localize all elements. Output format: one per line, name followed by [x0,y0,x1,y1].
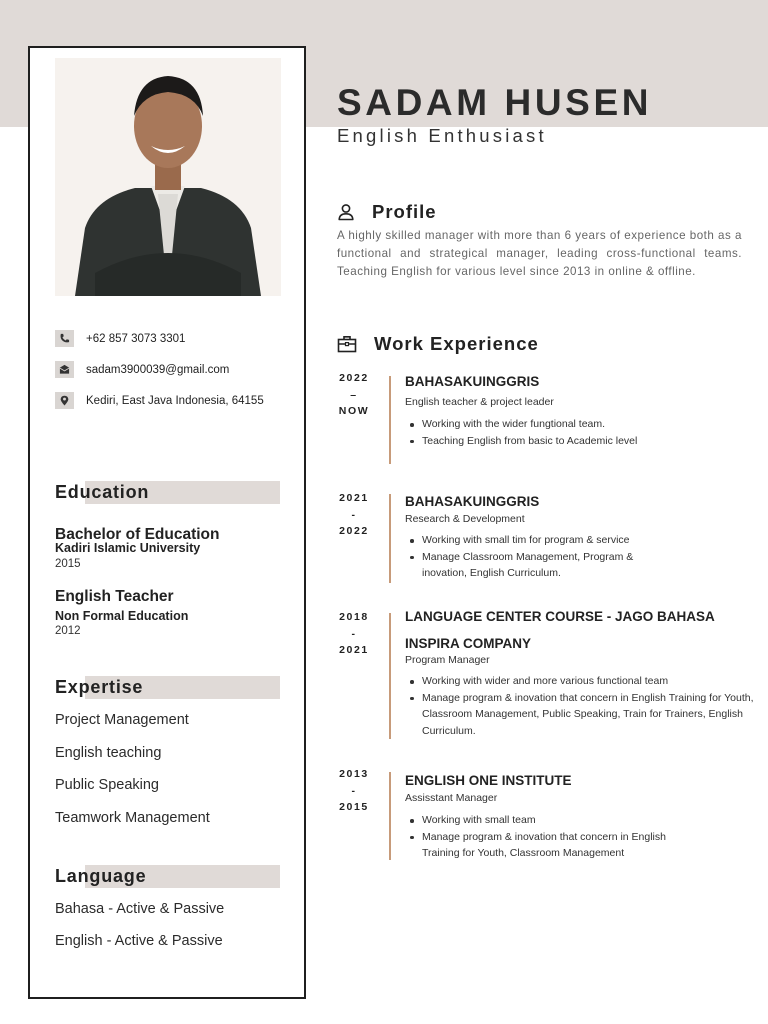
contact-address [55,392,295,409]
expertise-item: Public Speaking [55,777,159,793]
profile-summary: A highly skilled manager with more than 6 years of experience both as a functional and strategical manager, leading cross-functional teams. Teaching English for various level since 2013 in online & offline. [337,229,742,278]
expertise-item: Project Management [55,712,189,728]
address-text: Kediri, East Java Indonesia, 64155 [86,394,264,407]
job-duty: Working with small tim for program & service [405,532,665,549]
person-icon [337,203,355,221]
job-company: LANGUAGE CENTER COURSE - JAGO BAHASA INSPIRA COMPANY [405,609,715,651]
phone-text: +62 857 3073 3301 [86,332,186,345]
job-duties [405,416,760,449]
job-duties [405,673,760,739]
job-duty: Working with small team [405,812,705,829]
job-duty: Working with the wider fungtional team. [405,416,760,433]
job-company: ENGLISH ONE INSTITUTE [405,773,572,788]
education-degree-1: Bachelor of Education [55,526,220,543]
job-role: Assisstant Manager [405,792,498,804]
education-school-1: Kadiri Islamic University [55,541,201,555]
briefcase-icon [337,335,357,353]
candidate-role: English Enthusiast [337,125,547,146]
email-icon [55,361,74,378]
candidate-name: SADAM HUSEN [337,82,653,123]
job-duty: Teaching English from basic to Academic level [405,433,760,450]
expertise-heading: Expertise [55,676,280,699]
job-duty: Manage program & inovation that concern in English Training for Youth, Classroom Management, Public Speaking, Train for Trainers, English Curriculum. [405,690,760,740]
profile-photo [55,58,281,296]
job-years: 2013 - 2015 [339,768,369,813]
contact-email [55,361,295,378]
education-heading: Education [55,481,280,504]
timeline-line [389,772,391,860]
expertise-item: Teamwork Management [55,810,210,826]
profile-heading: Profile [337,201,437,223]
job-company: BAHASAKUINGGRIS [405,374,540,389]
job-role: Research & Development [405,513,525,525]
phone-icon [55,330,74,347]
education-school-2: Non Formal Education [55,609,189,623]
education-year-1: 2015 [55,558,81,570]
timeline-line [389,613,391,739]
job-role: English teacher & project leader [405,396,554,408]
education-year-2: 2012 [55,625,81,637]
email-text: sadam3900039@gmail.com [86,363,230,376]
timeline-line [389,494,391,583]
job-duties [405,532,665,582]
job-duty: Manage Classroom Management, Program & inovation, English Curriculum. [405,549,665,582]
job-duty: Working with wider and more various functional team [405,673,760,690]
job-years: 2021 - 2022 [339,492,369,537]
job-company: BAHASAKUINGGRIS [405,494,540,509]
location-icon [55,392,74,409]
job-years: 2022 – NOW [338,372,370,417]
job-years: 2018 - 2021 [339,611,369,656]
job-duties [405,812,705,862]
education-degree-2: English Teacher [55,588,174,605]
language-item: English - Active & Passive [55,933,223,949]
job-duty: Manage program & inovation that concern in English Training for Youth, Classroom Management [405,829,705,862]
expertise-item: English teaching [55,745,162,761]
language-item: Bahasa - Active & Passive [55,901,225,917]
job-role: Program Manager [405,654,490,666]
work-heading: Work Experience [337,333,539,355]
timeline-line [389,376,391,464]
contact-phone [55,330,295,347]
language-heading: Language [55,865,280,888]
